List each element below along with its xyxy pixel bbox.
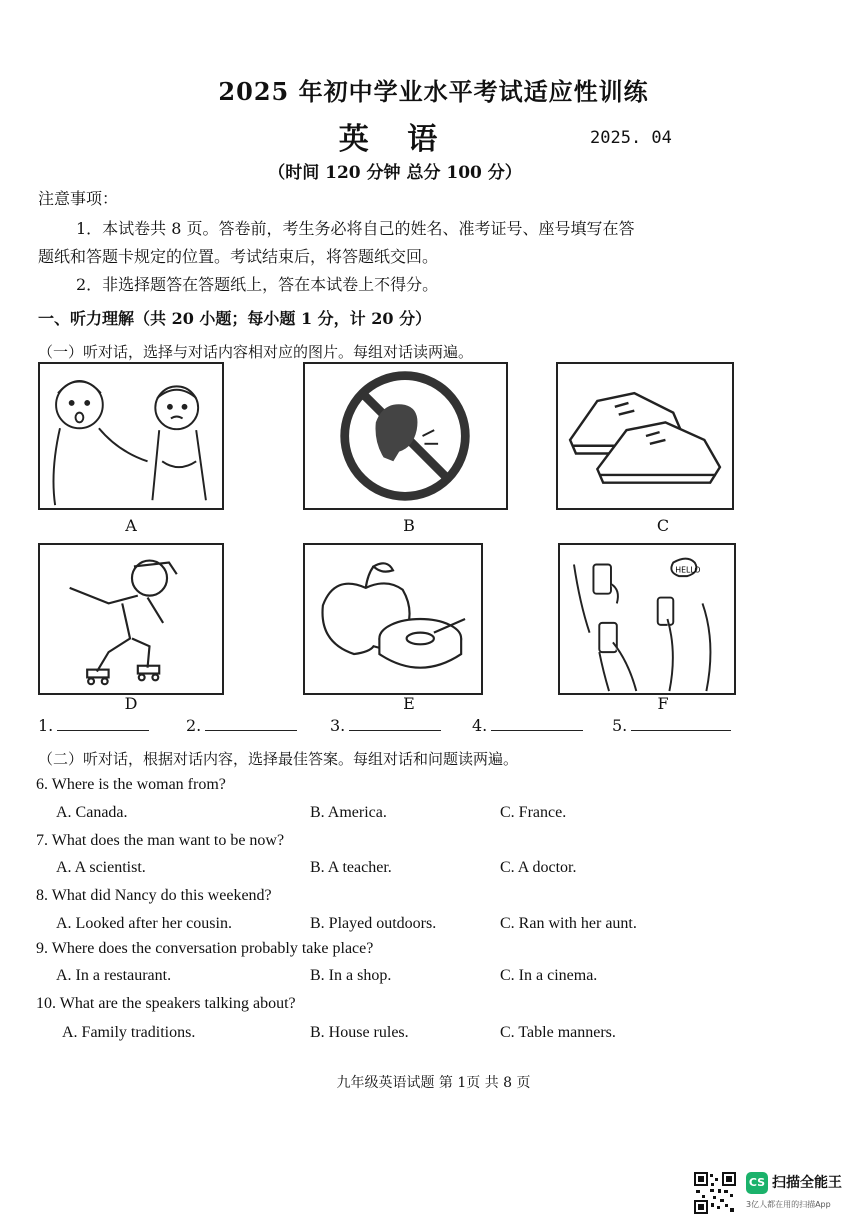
- question-6-option-a[interactable]: A. Canada.: [56, 804, 128, 821]
- question-7-option-b[interactable]: B. A teacher.: [310, 859, 392, 876]
- part-2-instruction: （二）听对话，根据对话内容，选择最佳答案。每组对话和问题读两遍。: [38, 750, 519, 768]
- question-7-option-c[interactable]: C. A doctor.: [500, 859, 577, 876]
- exam-time-info: （时间 120 分钟 总分 100 分）: [268, 163, 522, 183]
- question-9: 9. Where does the conversation probably take place?: [36, 940, 374, 957]
- picture-d: [38, 543, 224, 695]
- answer-line: [631, 716, 731, 731]
- answer-blank-label: 5.: [612, 716, 628, 735]
- picture-label-c: C: [656, 516, 670, 535]
- camscanner-tagline: 3亿人都在用的扫描App: [746, 1200, 831, 1209]
- note-2: 2．非选择题答在答题纸上，答在本试卷上不得分。: [76, 275, 439, 294]
- camscanner-logo: CS: [746, 1172, 768, 1194]
- question-9-option-b[interactable]: B. In a shop.: [310, 967, 392, 984]
- question-7-option-a[interactable]: A. A scientist.: [56, 859, 146, 876]
- note-1-line-2: 题纸和答题卡规定的位置。考试结束后，将答题纸交回。: [38, 247, 439, 266]
- question-10: 10. What are the speakers talking about?: [36, 995, 296, 1012]
- page-footer: 九年级英语试题 第 1页 共 8 页: [336, 1075, 531, 1091]
- answer-line: [349, 716, 441, 731]
- notes-heading: 注意事项：: [38, 189, 119, 208]
- answer-line: [491, 716, 583, 731]
- answer-blank-label: 4.: [472, 716, 488, 735]
- answer-blank-label: 2.: [186, 716, 202, 735]
- part-1-instruction: （一）听对话，选择与对话内容相对应的图片。每组对话读两遍。: [38, 343, 474, 361]
- question-6-option-b[interactable]: B. America.: [310, 804, 387, 821]
- no-noise-sign-icon: [305, 364, 506, 508]
- picture-b: [303, 362, 508, 510]
- question-8: 8. What did Nancy do this weekend?: [36, 887, 272, 904]
- question-8-option-a[interactable]: A. Looked after her cousin.: [56, 915, 232, 932]
- picture-e: [303, 543, 483, 695]
- question-8-option-b[interactable]: B. Played outdoors.: [310, 915, 437, 932]
- qr-code-icon: [694, 1172, 736, 1214]
- question-6: 6. Where is the woman from?: [36, 776, 226, 793]
- question-8-option-c[interactable]: C. Ran with her aunt.: [500, 915, 637, 932]
- note-1-line-1: 1．本试卷共 8 页。答卷前，考生务必将自己的姓名、准考证号、座号填写在答: [76, 219, 635, 238]
- answer-line: [57, 716, 149, 731]
- answer-blank-3[interactable]: [330, 716, 441, 735]
- answer-blank-2[interactable]: [186, 716, 297, 735]
- sneakers-icon: [558, 364, 732, 508]
- picture-label-d: D: [124, 694, 138, 713]
- picture-f: [558, 543, 736, 695]
- picture-label-f: F: [657, 694, 669, 713]
- question-10-option-b[interactable]: B. House rules.: [310, 1024, 409, 1041]
- hello-bubble-text: HELLO: [675, 565, 701, 575]
- exam-title: 2025 年初中学业水平考试适应性训练: [218, 77, 649, 106]
- answer-blank-5[interactable]: [612, 716, 731, 735]
- answer-blank-label: 3.: [330, 716, 346, 735]
- roller-skating-boy-icon: [40, 545, 222, 693]
- question-10-option-c[interactable]: C. Table manners.: [500, 1024, 616, 1041]
- picture-label-a: A: [125, 516, 137, 535]
- section-1-heading: 一、听力理解（共 20 小题；每小题 1 分，计 20 分）: [38, 309, 432, 328]
- stomachache-icon: [40, 364, 222, 508]
- apples-icon: [305, 545, 481, 693]
- answer-line: [205, 716, 297, 731]
- exam-subject: 英 语: [338, 122, 452, 157]
- question-10-option-a[interactable]: A. Family traditions.: [62, 1024, 196, 1041]
- picture-c: [556, 362, 734, 510]
- picture-label-e: E: [403, 694, 415, 713]
- picture-label-b: B: [403, 516, 415, 535]
- answer-blank-4[interactable]: [472, 716, 583, 735]
- picture-a: [38, 362, 224, 510]
- question-9-option-c[interactable]: C. In a cinema.: [500, 967, 598, 984]
- phone-chat-icon: [560, 545, 734, 693]
- answer-blank-1[interactable]: [38, 716, 149, 735]
- question-9-option-a[interactable]: A. In a restaurant.: [56, 967, 172, 984]
- camscanner-name: 扫描全能王: [772, 1175, 842, 1191]
- answer-blank-label: 1.: [38, 716, 54, 735]
- question-7: 7. What does the man want to be now?: [36, 832, 285, 849]
- exam-date: 2025. 04: [590, 128, 672, 148]
- question-6-option-c[interactable]: C. France.: [500, 804, 567, 821]
